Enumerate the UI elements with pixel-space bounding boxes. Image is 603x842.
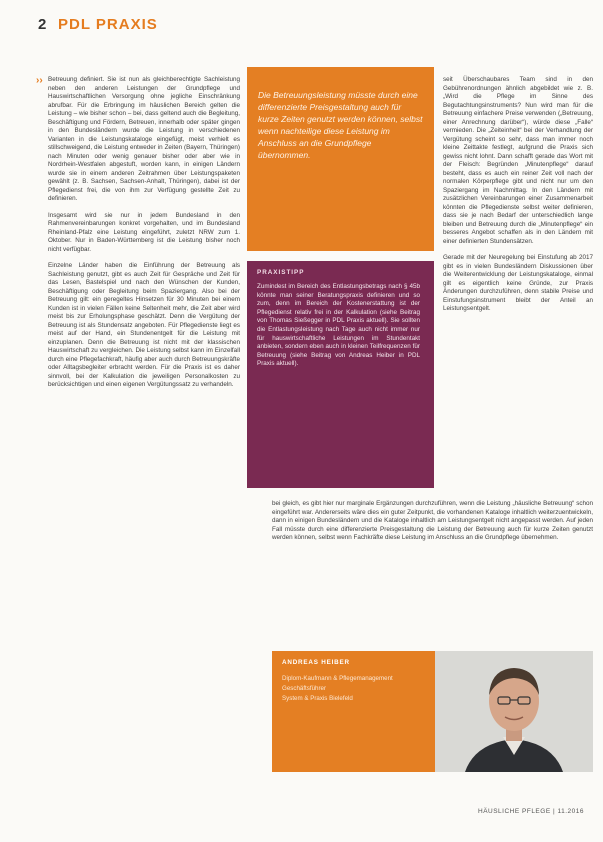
right-paragraph-2: Gerade mit der Neuregelung bei Einstufung ab 2017 gibt es in vielen Bundesländern Diskussionen über die Weiterentwicklung der Leistungskataloge, einmal gilt es eigentlich keine Gründe, zur Praxis Änderungen durchzuführen, denn stabile Preise und Einstufungsinstrument bleibt der Anteil an Leistungsentgelt. [443,254,593,312]
author-photo [435,651,593,772]
author-line: Diplom-Kaufmann & Pflegemanagement [282,675,393,682]
left-paragraph-2: Insgesamt wird sie nur in jedem Bundesland in den Rahmenvereinbarungen konkret vorgehalten, und im Bundesland Rheinland-Pfalz eine Leistung eingeführt, zuletzt NRW zum 1. Oktober. Nur in Baden-Württemberg ist die Leistung bisher noch nicht verfügbar. [48,211,240,253]
pull-quote-box [247,67,434,251]
practice-tip-text: Zumindest im Bereich des Entlastungsbetrags nach § 45b könnte man seiner Beratungspraxis definieren und so zum, denn im Bereich der Kostenerstattung ist der Pflegedienst relativ frei in der Kalkulation (siehe Beitrag von Thomas Sießegger in PDL Praxis aktuell). Sie sollten die Entlastungsleistung nach Tage auch nicht immer nur für hauswirtschaftliche Leistungen im Stundentakt anbieten, sondern eben auch in kleinen Teilfrequenzen für Betreuung (siehe Beitrag von Andreas Heiber in PDL Praxis aktuell). [257,283,420,368]
author-name: ANDREAS HEIBER [282,659,350,666]
author-line: System & Praxis Bielefeld [282,695,353,702]
practice-tip-title: PRAXISTIPP [257,269,305,276]
left-paragraph-3: Einzelne Länder haben die Einführung der Betreuung als Sachleistung genutzt, gibt es auch Zeit für Gespräche und Zeit für das Lesen, Bastelspiel und nach den Wünschen der Kunden, Beschäftigung oder Begleitung beim Spaziergang. Also bei der Betreuung gilt: ein geregeltes Hinsetzen für 30 Minuten bei einem Kunden ist in vielen Fällen keine Seltenheit mehr, die Zeit aber wird meist bis zur Erholungsphase geschätzt. Denn die Vergütung der Betreuung ist als Stundensatz angeboten. Für Pflegedienste liegt es meist auf der Hand, ein Stundenentgelt für die Leistung mit einzuplanen. Denn die Betreuung ist nicht mit der klassischen Hauswirtschaft zu vergleichen. Die Leistung selbst kann im Einzelfall durch eine Pflegefachkraft, häufig aber auch durch Betreuungskräfte oder Alltagsbegleiter erbracht werden. Für die Praxis ist es daher sinnvoll, bei der Kalkulation die jeweiligen Personalkosten zu berücksichtigen und einen eigenen Vergütungssatz zu verhandeln. [48,262,240,388]
continuation-arrow-icon: ›› [36,75,43,86]
bottom-paragraph: bei gleich, es gibt hier nur marginale Ergänzungen durchzuführen, wenn die Leistung „häusliche Betreuung“ schon eingeführt war. Andererseits wäre dies ein guter Zeitpunkt, die vorhandenen Kataloge inhaltlich weiterzuentwickeln, dann in einigen Bundesländern und die Kataloge inhaltlich am Leistungsentgelt nicht angepasst werden. Auf jeden Fall müsste durch eine differenzierte Preisgestaltung die Leistung der Betreuung auch für kurze Zeiten genutzt werden können, selbst wenn Fachkräfte diese Leistung im Anschluss an die Grundpflege übernehmen. [272,500,593,541]
author-line: Geschäftsführer [282,685,327,692]
right-paragraph-1: seit Überschaubares Team sind in den Gebührenordnungen ähnlich abgebildet wie z. B. „Wird die Pflege im Sinne des Begutachtungsinstruments? Nun wird man für die Betreuung einfachere Preise verwenden („Betreuung, einer Anrechnung darüber“), würde diese „Falle“ vermieden. Die „Zeiteinheit“ bei der Verhandlung der Vergütung scheint so sehr, dass man immer noch kleine Zeittakte festlegt, aufgrund die Praxis sich gewiss nicht lohnt. Dann schafft gerade das Wort mit der Fleisch: Begründen „Minutenpflege“ darauf besteht, dass es auch ein reiner Zeit voll nach der normalen Körperpflege gibt und nicht nur um den Spaziergang im Nachmittag. In den Ländern mit zusätzlichen Vereinbarungen einer Zusammenarbeit könnten die Pflegedienste selbst weiter definieren, dass sie je nach Bedarf der unterschiedlich lange bleiben und Betreuung durch die „Minutenpflege“ ein besseres Angebot schaffen als in den Ländern mit einer definierten Stundensätzen. [443,76,593,245]
page-number: 2 [38,16,47,33]
section-title: PDL PRAXIS [58,16,158,33]
pull-quote-text: Die Betreuungsleistung müsste durch eine differenzierte Preisgestaltung auch für kurze Zeiten genutzt werden können, selbst wenn nachteilige diese Leistung im Anschluss an die Grundpflege übernommen. [258,90,423,160]
right-column [443,76,593,488]
bottom-text [272,500,593,640]
left-column [48,76,240,726]
practice-tip-box [247,261,434,488]
author-portrait-icon [435,651,593,772]
footer: HÄUSLICHE PFLEGE | 11.2016 [478,808,584,815]
left-paragraph-1: Betreuung definiert. Sie ist nun als gleichberechtigte Sachleistung neben den anderen Leistungen der Grundpflege und Hauswirtschaftlichen Versorgung ohne jegliche Einschränkung abrufbar. Für die Erbringung im häuslichen Bereich gelten die Leistung – wie bisher schon – bei, dass geltend auch die Begleitung, Beschäftigung und Fördern, Betreuen, innerhalb oder später gingen in den Bundesländern wurde die Leistung in verschiedenen Varianten in die Leistungskataloge eingefügt, meist verhielt es stillschweigend, die Leistung entweder in Zeiten (Bayern, Thüringen) nach Minuten oder wenig genauer bisher oder aber wie in Nordrhein-Westfalen abgestuft, worden kann, in einigen Ländern wurde sie in einem anderen Zeitrahmen über Leistungspaketen gewählt (z. B. Sachsen, Sachsen-Anhalt, Thüringen), dabei ist der Pflegedienst frei, die von ihm zur Verfügung gestellte Zeit zu definieren. [48,76,240,202]
author-box [272,651,435,772]
